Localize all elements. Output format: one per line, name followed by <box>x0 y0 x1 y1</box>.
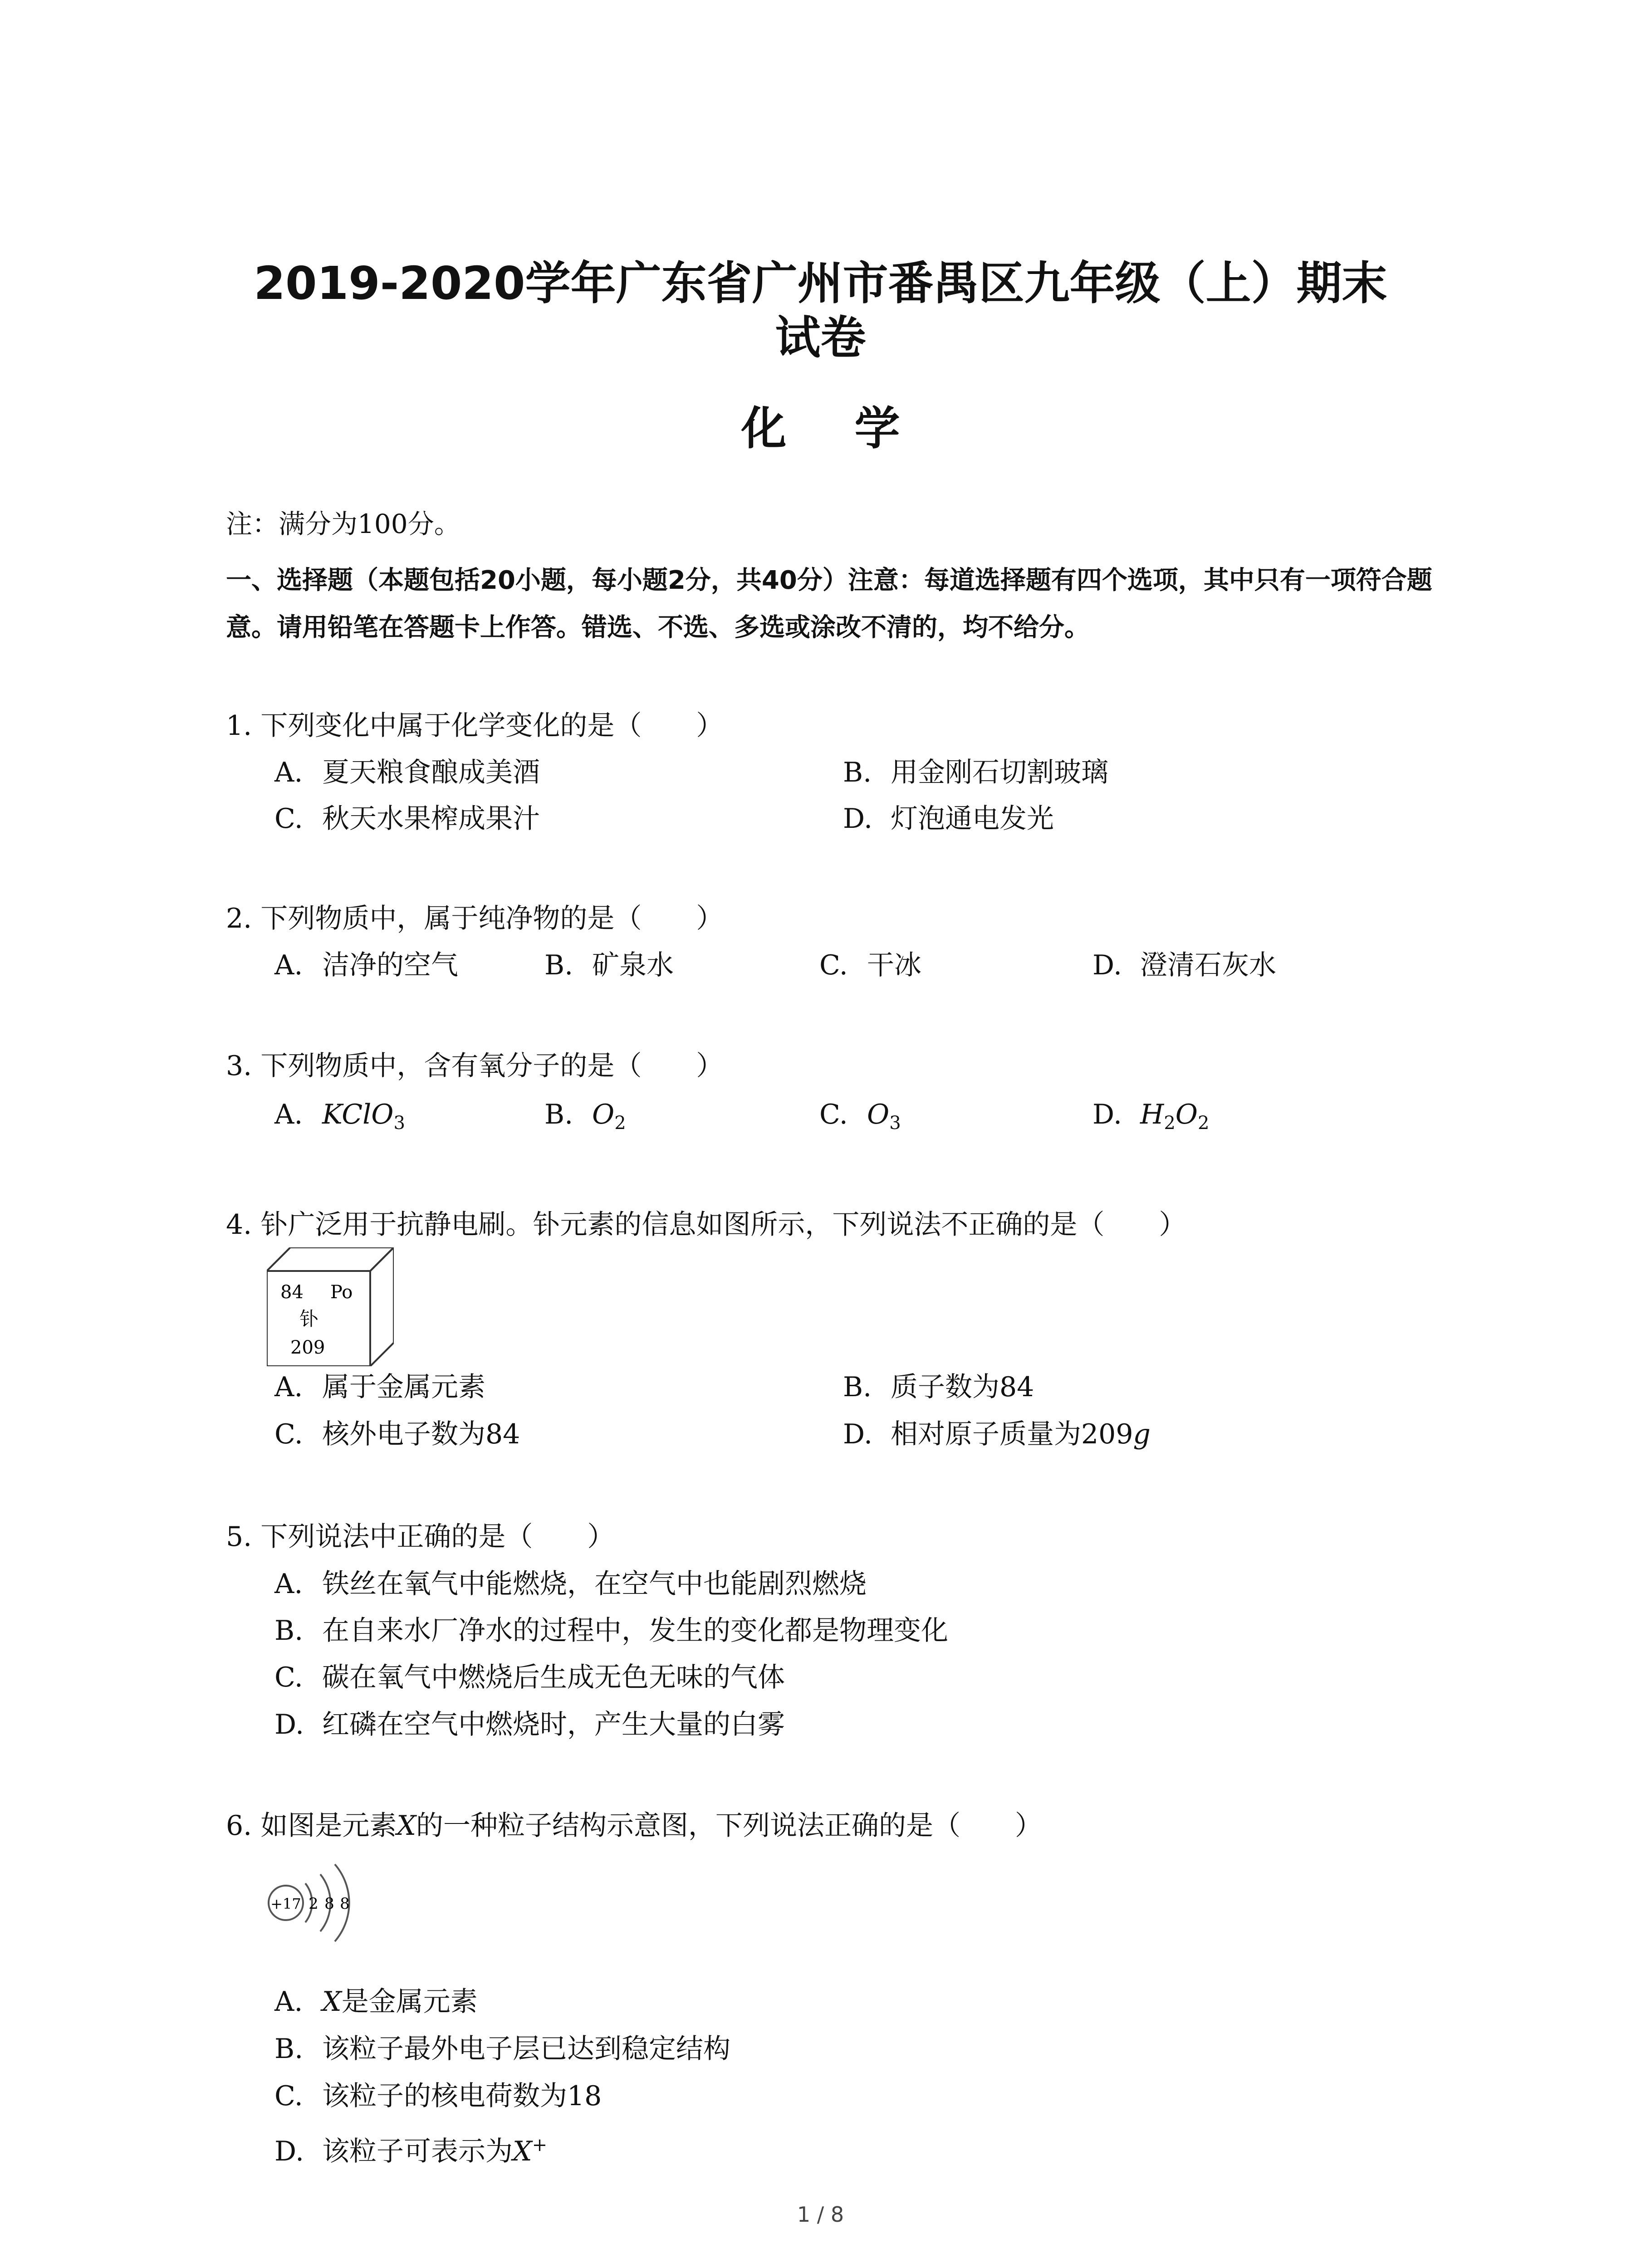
question-5-option-c <box>274 1662 785 1693</box>
question-2-option-d <box>1092 949 1276 981</box>
option-letter: D. <box>843 1418 873 1450</box>
option-text: 红磷在空气中燃烧时，产生大量的白雾 <box>322 1709 785 1740</box>
question-5-option-d <box>274 1709 785 1740</box>
question-6-stem: 6. 如图是元素X的一种粒子结构示意图，下列说法正确的是（ ） <box>226 1810 1043 1842</box>
question-3-stem: 3. 下列物质中，含有氧分子的是（ ） <box>226 1050 724 1082</box>
nucleus-charge: +17 <box>270 1895 301 1912</box>
question-4-stem: 4. 钋广泛用于抗静电刷。钋元素的信息如图所示，下列说法不正确的是（ ） <box>226 1209 1186 1241</box>
option-letter: D. <box>274 1709 304 1740</box>
shell-2-electrons: 8 <box>324 1895 334 1913</box>
option-letter: C. <box>274 803 303 835</box>
question-4-option-d <box>843 1418 1151 1450</box>
question-5-option-b <box>274 1615 948 1647</box>
question-2-option-b <box>544 949 674 981</box>
question-2-option-a <box>274 949 458 981</box>
formula-o2: $O_2$ <box>592 1099 626 1134</box>
element-symbol: Po <box>330 1282 353 1303</box>
exam-title-line1: 2019-2020学年广东省广州市番禺区九年级（上）期末 <box>254 257 1387 310</box>
question-3-option-d <box>1092 1099 1209 1139</box>
question-6-option-d <box>274 2129 547 2167</box>
option-letter: D. <box>1092 1099 1122 1130</box>
question-3-option-c <box>819 1099 901 1139</box>
option-text: 该粒子可表示为 <box>322 2136 513 2167</box>
question-1-option-c <box>274 803 540 835</box>
question-4-option-a <box>274 1371 485 1403</box>
option-letter: D. <box>1092 949 1122 981</box>
question-5-option-a <box>274 1568 867 1600</box>
question-1-option-a <box>274 757 540 788</box>
question-6-option-b <box>274 2033 730 2065</box>
question-2-option-c <box>819 949 921 981</box>
question-6-option-a <box>274 1986 478 2018</box>
section-instructions: 一、选择题（本题包括20小题，每小题2分，共40分）注意：每道选择题有四个选项，其中只有一项符合题意。请用铅笔在答题卡上作答。错选、不选、多选或涂改不清的，均不给分。 <box>226 566 1432 642</box>
option-letter: A. <box>274 1099 303 1130</box>
option-text: 灯泡通电发光 <box>891 803 1054 835</box>
option-letter: A. <box>274 949 303 981</box>
option-text: 是金属元素 <box>341 1986 478 2018</box>
option-letter: B. <box>544 949 573 981</box>
score-note: 注：满分为100分。 <box>226 508 460 539</box>
option-text: 该粒子最外电子层已达到稳定结构 <box>322 2033 730 2065</box>
formula-o3: $O_3$ <box>867 1099 901 1134</box>
element-mass: 209 <box>290 1337 325 1358</box>
option-letter: B. <box>274 2033 304 2065</box>
option-text: 核外电子数为84 <box>322 1418 520 1450</box>
question-1-option-d <box>843 803 1054 835</box>
option-letter: A. <box>274 1568 303 1600</box>
option-text: 夏天粮食酿成美酒 <box>322 757 540 788</box>
option-letter: A. <box>274 757 303 788</box>
option-text: 碳在氧气中燃烧后生成无色无味的气体 <box>322 1662 785 1693</box>
question-5-stem: 5. 下列说法中正确的是（ ） <box>226 1521 615 1553</box>
option-letter: C. <box>274 1662 303 1693</box>
option-letter: B. <box>544 1099 573 1130</box>
option-text: 洁净的空气 <box>322 949 458 981</box>
option-letter: A. <box>274 1986 303 2018</box>
question-3-option-b <box>544 1099 626 1139</box>
option-letter: A. <box>274 1371 303 1403</box>
option-text: 秋天水果榨成果汁 <box>322 803 540 835</box>
option-letter: B. <box>843 1371 872 1403</box>
page-number: 1 / 8 <box>797 2202 844 2227</box>
option-letter: C. <box>819 949 848 981</box>
element-atomic-number: 84 <box>280 1282 304 1303</box>
option-text: 该粒子的核电荷数为18 <box>322 2080 602 2112</box>
option-letter: C. <box>819 1099 848 1130</box>
option-text: 铁丝在氧气中能燃烧，在空气中也能剧烈燃烧 <box>322 1568 867 1600</box>
option-letter: D. <box>274 2136 304 2167</box>
option-text: 在自来水厂净水的过程中，发生的变化都是物理变化 <box>322 1615 948 1647</box>
option-text: 用金刚石切割玻璃 <box>891 757 1108 788</box>
formula-kclo3: KClO$_3$ <box>322 1099 405 1134</box>
formula-h2o2: $H_2O_2$ <box>1140 1099 1210 1134</box>
question-4-option-c <box>274 1418 520 1450</box>
option-text: 相对原子质量为209 <box>891 1418 1133 1450</box>
subject-heading: 化学 <box>741 402 968 455</box>
variable-x: X <box>513 2136 532 2167</box>
option-letter: B. <box>274 1615 304 1647</box>
option-letter: B. <box>843 757 872 788</box>
question-3-option-a <box>274 1099 405 1139</box>
question-4-option-b <box>843 1371 1034 1403</box>
question-2-stem: 2. 下列物质中，属于纯净物的是（ ） <box>226 903 724 934</box>
option-text: 澄清石灰水 <box>1140 949 1276 981</box>
question-1-stem: 1. 下列变化中属于化学变化的是（ ） <box>226 710 724 742</box>
option-text: 干冰 <box>867 949 921 981</box>
option-letter: C. <box>274 1418 303 1450</box>
option-letter: C. <box>274 2080 303 2112</box>
question-6-option-c <box>274 2080 602 2112</box>
shell-3-electrons: 8 <box>340 1895 350 1913</box>
option-text: 属于金属元素 <box>322 1371 485 1403</box>
exam-title-line2: 试卷 <box>775 311 866 364</box>
variable-x: X <box>397 1810 416 1842</box>
element-card-polonium <box>267 1247 394 1366</box>
variable-x: X <box>322 1986 342 2018</box>
question-1-option-b <box>843 757 1108 788</box>
option-text: 矿泉水 <box>592 949 674 981</box>
element-name: 钋 <box>299 1308 319 1330</box>
option-letter: D. <box>843 803 873 835</box>
option-text: 质子数为84 <box>891 1371 1034 1403</box>
ion-charge: + <box>532 2135 548 2156</box>
shell-1-electrons: 2 <box>309 1895 318 1913</box>
atom-structure-diagram <box>262 1851 367 1955</box>
unit-g: g <box>1133 1418 1151 1450</box>
